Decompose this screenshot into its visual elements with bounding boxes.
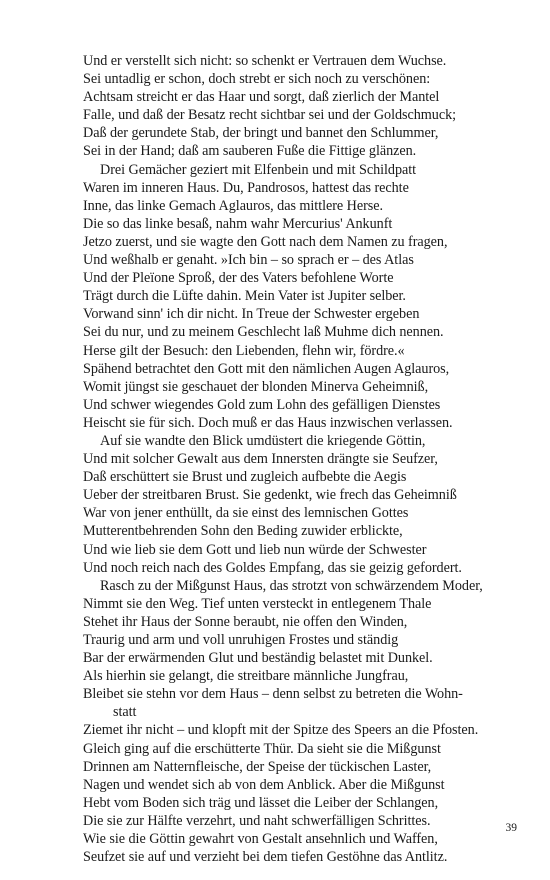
verse-line: Daß erschüttert sie Brust und zugleich aufbebte die Aegis	[83, 469, 407, 486]
verse-line: Und mit solcher Gewalt aus dem Innersten drängte sie Seufzer,	[83, 451, 438, 468]
verse-line: Mutterentbehrenden Sohn den Beding zuwider erblickte,	[83, 523, 403, 540]
verse-line: Daß der gerundete Stab, der bringt und bannet den Schlummer,	[83, 125, 439, 142]
verse-line: Nimmt sie den Weg. Tief unten versteckt in entlegenem Thale	[83, 595, 432, 612]
verse-line: Trägt durch die Lüfte dahin. Mein Vater ist Jupiter selber.	[83, 288, 406, 305]
verse-line: Und weßhalb er genaht. »Ich bin – so sprach er – des Atlas	[83, 252, 414, 269]
verse-line: Sei in der Hand; daß am sauberen Fuße die Fittige glänzen.	[83, 143, 417, 160]
verse-line: Und schwer wiegendes Gold zum Lohn des gefälligen Dienstes	[83, 396, 441, 413]
verse-line: Bar der erwärmenden Glut und beständig belastet mit Dunkel.	[83, 650, 433, 667]
verse-line: Jetzo zuerst, und sie wagte den Gott nach dem Namen zu fragen,	[83, 233, 448, 250]
verse-line: Die sie zur Hälfte verzehrt, und naht schwerfälligen Schrittes.	[83, 812, 431, 829]
verse-line: Nagen und wendet sich ab von dem Anblick. Aber die Mißgunst	[83, 776, 445, 793]
verse-line: Hebt vom Boden sich träg und lässet die Leiber der Schlangen,	[83, 794, 439, 811]
verse-line: Die so das linke besaß, nahm wahr Mercurius' Ankunft	[83, 215, 393, 232]
verse-line: Heischt sie für sich. Doch muß er das Haus inzwischen verlassen.	[83, 414, 453, 431]
verse-line: Rasch zu der Mißgunst Haus, das strotzt von schwärzendem Moder,	[100, 577, 483, 594]
verse-line: Seufzet sie auf und verzieht bei dem tiefen Gestöhne das Antlitz.	[83, 849, 448, 866]
verse-line: Auf sie wandte den Blick umdüstert die kriegende Göttin,	[100, 432, 426, 449]
verse-line: Wie sie die Göttin gewahrt von Gestalt ansehnlich und Waffen,	[83, 831, 438, 848]
verse-line: Als hierhin sie gelangt, die streitbare männliche Jungfrau,	[83, 668, 409, 685]
verse-line: Inne, das linke Gemach Aglauros, das mittlere Herse.	[83, 197, 383, 214]
verse-line: Waren im inneren Haus. Du, Pandrosos, hattest das rechte	[83, 179, 409, 196]
verse-line: Bleibet sie stehn vor dem Haus – denn selbst zu betreten die Wohn-	[83, 686, 463, 703]
verse-line: Stehet ihr Haus der Sonne beraubt, nie offen den Winden,	[83, 613, 408, 630]
verse-line: Spähend betrachtet den Gott mit den nämlichen Augen Aglauros,	[83, 360, 450, 377]
verse-line: Sei untadlig er schon, doch strebt er sich noch zu verschönen:	[83, 71, 431, 88]
verse-line: Herse gilt der Besuch: den Liebenden, flehn wir, fördre.«	[83, 342, 405, 359]
verse-line: Gleich ging auf die erschütterte Thür. Da sieht sie die Mißgunst	[83, 740, 441, 757]
verse-line: Achtsam streicht er das Haar und sorgt, daß zierlich der Mantel	[83, 89, 440, 106]
verse-line: Sei du nur, und zu meinem Geschlecht laß Muhme dich nennen.	[83, 324, 444, 341]
verse-line: Und er verstellt sich nicht: so schenkt er Vertrauen dem Wuchse.	[83, 53, 447, 69]
verse-text-block	[83, 52, 523, 866]
verse-line: Falle, und daß der Besatz recht sichtbar sei und der Goldschmuck;	[83, 107, 457, 124]
verse-line: Und noch reich nach des Goldes Empfang, das sie geizig gefordert.	[83, 559, 462, 576]
verse-line: War von jener enthüllt, da sie einst des lemnischen Gottes	[83, 505, 409, 522]
verse-line: Womit jüngst sie geschauet der blonden Minerva Geheimniß,	[83, 378, 429, 395]
verse-line: statt	[113, 704, 137, 721]
verse-line: Und wie lieb sie dem Gott und lieb nun würde der Schwester	[83, 541, 427, 558]
page-number: 39	[505, 822, 517, 834]
verse-line: Und der Pleïone Sproß, der des Vaters befohlene Worte	[83, 270, 394, 287]
verse-line: Ziemet ihr nicht – und klopft mit der Spitze des Speers an die Pfosten.	[83, 722, 479, 739]
verse-line: Vorwand sinn' ich dir nicht. In Treue der Schwester ergeben	[83, 306, 420, 323]
verse-line: Drei Gemächer geziert mit Elfenbein und mit Schildpatt	[100, 161, 417, 178]
verse-line: Drinnen am Natternfleische, der Speise der tückischen Laster,	[83, 758, 432, 775]
verse-line: Traurig und arm und voll unruhigen Frostes und ständig	[83, 632, 399, 648]
verse-line: Ueber der streitbaren Brust. Sie gedenkt, wie frech das Geheimniß	[83, 487, 457, 504]
